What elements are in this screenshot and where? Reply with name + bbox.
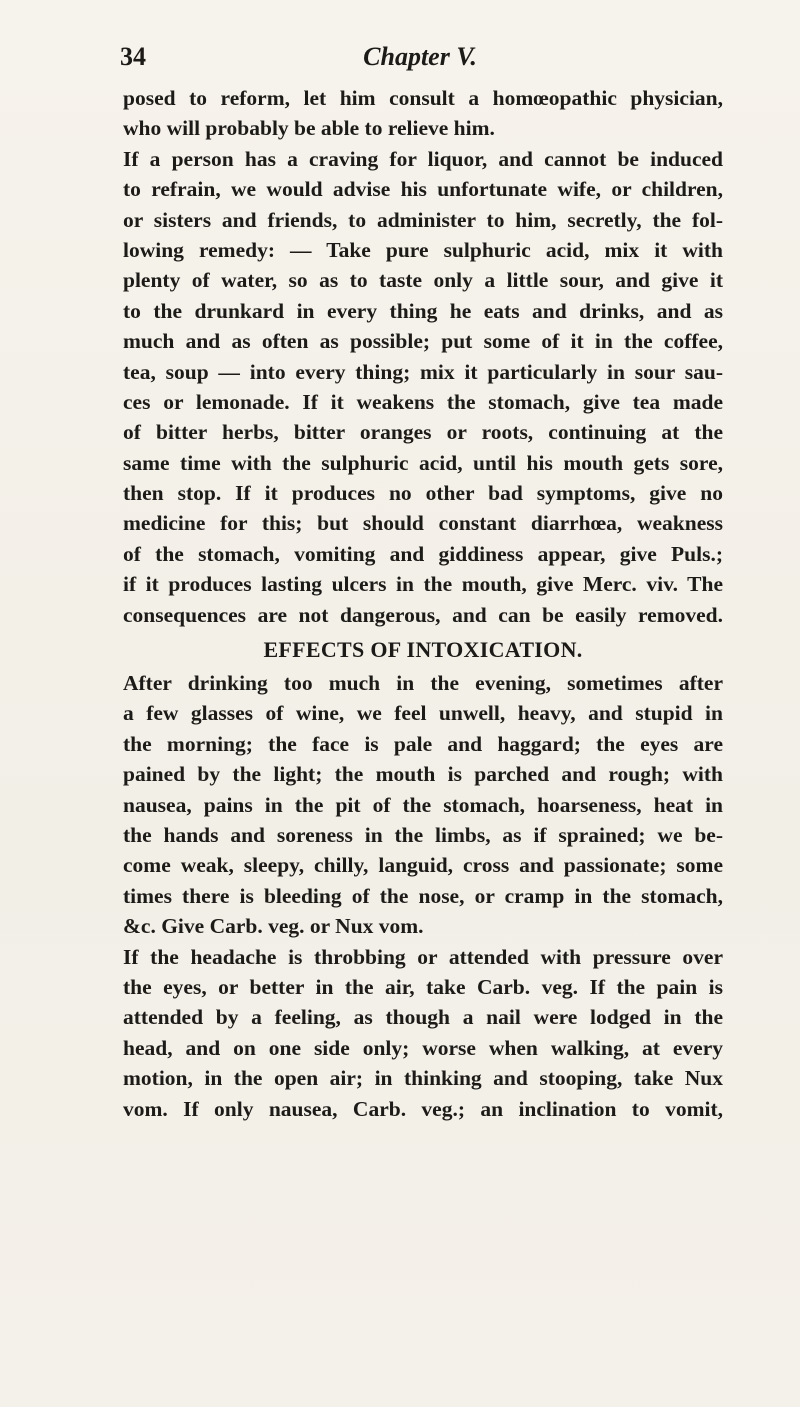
text-line: same time with the sulphuric acid, until his mouth gets sore, — [123, 450, 723, 475]
paragraph-3 — [123, 668, 723, 942]
text-line: attended by a feeling, as though a nail were lodged in the — [123, 1005, 723, 1030]
paragraph-4 — [123, 942, 723, 1124]
text-line: If a person has a craving for liquor, and cannot be induced — [123, 146, 723, 171]
text-line: pained by the light; the mouth is parched and rough; with — [123, 762, 723, 787]
paragraph-1 — [123, 83, 723, 144]
text-line: the hands and soreness in the limbs, as if sprained; we be- — [123, 822, 723, 847]
text-line: vom. If only nausea, Carb. veg.; an inclination to vomit, — [123, 1096, 723, 1121]
text-line: to the drunkard in every thing he eats and drinks, and as — [123, 298, 723, 323]
text-line: of the stomach, vomiting and giddiness appear, give Puls.; — [123, 541, 723, 566]
text-line: nausea, pains in the pit of the stomach, hoarseness, heat in — [123, 792, 723, 817]
text-line: the eyes, or better in the air, take Carb. veg. If the pain is — [123, 974, 723, 999]
text-line: who will probably be able to relieve him. — [123, 116, 495, 141]
text-line: tea, soup — into every thing; mix it particularly in sour sau- — [123, 359, 723, 384]
text-line: to refrain, we would advise his unfortunate wife, or children, — [123, 177, 723, 202]
text-line: or sisters and friends, to administer to him, secretly, the fol- — [123, 207, 723, 232]
text-line: If the headache is throbbing or attended with pressure over — [123, 944, 723, 969]
text-line: head, and on one side only; worse when walking, at every — [123, 1035, 723, 1060]
text-line: motion, in the open air; in thinking and stooping, take Nux — [123, 1066, 723, 1091]
text-line: then stop. If it produces no other bad symptoms, give no — [123, 481, 723, 506]
page-number: 34 — [120, 42, 146, 71]
text-line: much and as often as possible; put some of it in the coffee, — [123, 329, 723, 354]
text-line: medicine for this; but should constant diarrhœa, weakness — [123, 511, 723, 536]
text-line: of bitter herbs, bitter oranges or roots, continuing at the — [123, 420, 723, 445]
text-line: consequences are not dangerous, and can be easily removed. — [123, 602, 723, 627]
page-header — [120, 42, 720, 76]
chapter-running-head: Chapter V. — [363, 42, 477, 71]
text-line: lowing remedy: — Take pure sulphuric acid, mix it with — [123, 237, 723, 262]
text-line: times there is bleeding of the nose, or cramp in the stomach, — [123, 883, 723, 908]
text-line: &c. Give Carb. veg. or Nux vom. — [123, 914, 424, 939]
text-line: come weak, sleepy, chilly, languid, cross and passionate; some — [123, 853, 723, 878]
text-line: the morning; the face is pale and haggard; the eyes are — [123, 731, 723, 756]
text-line: ces or lemonade. If it weakens the stomach, give tea made — [123, 389, 723, 414]
body-text — [123, 83, 723, 1124]
text-line: After drinking too much in the evening, sometimes after — [123, 671, 723, 696]
section-heading: EFFECTS OF INTOXICATION. — [263, 637, 583, 663]
text-line: if it produces lasting ulcers in the mouth, give Merc. viv. The — [123, 572, 723, 597]
paragraph-2 — [123, 144, 723, 630]
text-line: a few glasses of wine, we feel unwell, heavy, and stupid in — [123, 701, 723, 726]
text-line: posed to reform, let him consult a homœopathic physician, — [123, 86, 723, 110]
text-line: plenty of water, so as to taste only a little sour, and give it — [123, 268, 723, 293]
